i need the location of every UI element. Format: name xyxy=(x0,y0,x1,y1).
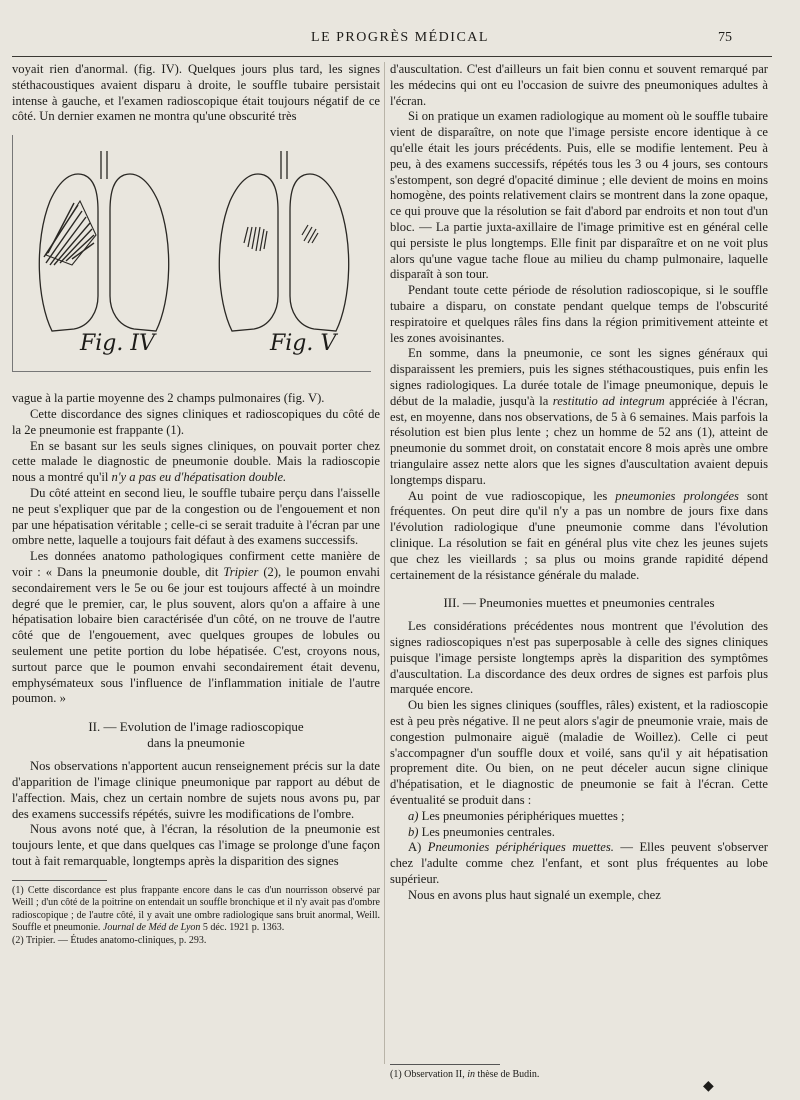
text-run: Les pneumonies périphériques muettes ; xyxy=(418,808,625,823)
ornament-mark: ◆ xyxy=(703,1079,714,1094)
text-run: sont fréquentes. On peut dire qu'il n'y a pas un nombre de jours fixe dans l'évolution radiologique d'une pneumonie comme dans l'évolution clinique. La résolution se fait en général plus vite chez les jeunes sujets que chez les vieillards ; sa plus ou moins grande rapidité dépend certainement de la résistance générale du malade. xyxy=(390,488,768,582)
fig5-lungs xyxy=(219,151,348,331)
paragraph: voyait rien d'anormal. (fig. IV). Quelques jours plus tard, les signes stéthacoustiques avaient disparu à droite, le souffle tubaire persistait intense à gauche, et l'examen radioscopique était toujours négatif de ce côté. Un dernier examen ne montra qu'une obscurité très xyxy=(12,62,380,124)
section-heading: III. — Pneumonies muettes et pneumonies centrales xyxy=(443,595,715,611)
text-run: ; d'un côté de la poitrine on entendait un souffle bronchique et il n'y avait pas d'ombre radioscopique ; de l'autre côté, il y avait une ombre radiologique sans bruit anormal, Weill. Souffle et pneumonie. xyxy=(12,897,380,934)
paragraph: d'auscultation. C'est d'ailleurs un fait bien connu et souvent remarqué par les médecins qui ont eu l'occasion de suivre des pneumoniques adultes à l'écran. xyxy=(390,62,768,108)
fig5-left-lung-outline xyxy=(219,174,278,331)
section-heading xyxy=(12,719,380,751)
paragraph: Du côté atteint en second lieu, le souffle tubaire perçu dans l'aisselle ne peut s'expliquer que par de la congestion ou de l'engouement et non par une hépatisation véritable ; celle-ci se serait traduite à l'écran par une ombre nette, laquelle a toujours fait défaut à des examens successifs. xyxy=(12,485,380,548)
fig5-right-lung-outline xyxy=(290,174,349,331)
author-name: (2) Tripier. xyxy=(12,934,56,946)
fig4-right-lung-outline xyxy=(110,174,169,331)
page-number: 75 xyxy=(718,30,732,45)
italic-text: n'y a pas eu d'hépatisation double. xyxy=(111,470,287,485)
paragraph: Nos observations n'apportent aucun renseignement précis sur la date d'apparition de l'image clinique pneumonique par rapport au début de l'affection. Mais, chez un certain nombre de sujets nous avons pu, par des examens successifs répétés, suivre les modifications de l'ombre. xyxy=(12,759,380,821)
italic-text: Tripier xyxy=(223,564,259,579)
text-run: (1) Cette discordance est plus frappante encore dans le cas d'un nourrisson observé par xyxy=(12,884,380,896)
text-run: Au point de vue radioscopique, les xyxy=(408,488,616,503)
paragraph: Pendant toute cette période de résolution radioscopique, si le souffle tubaire a disparu, on constate pendant quelque temps de l'obscurité respiratoire et quelques râles fins dans la région primitivement atteinte et les zones avoisinantes. xyxy=(390,283,768,345)
text-run: Les données anatomo pathologiques confirment cette manière de voir : « Dans la pneumonie double, dit xyxy=(12,549,380,579)
running-title: LE PROGRÈS MÉDICAL xyxy=(311,30,489,45)
paragraph xyxy=(390,489,768,584)
italic-text: pneumonies prolongées xyxy=(615,488,739,503)
fig4-lungs xyxy=(39,151,168,331)
italic-text: Pneumonies périphériques muettes. xyxy=(427,840,614,855)
list-item xyxy=(390,825,768,841)
paragraph: Ou bien les signes cliniques (souffles, râles) existent, et la radioscopie est à peu près négative. Il ne peut alors s'agir de pneumonie vraie, mais de congestion pulmonaire aiguë (maladie de Woillez). Celle ci peut s'accompagner d'un souffle doux et voilé, sans qu'il y ait hépatisation proprement dite. Ou bien, on ne peut déceler aucun signe clinique d'hépatisation, et le diagnostic de pneumonie se fait à l'écran. Cette éventualité se produit dans : xyxy=(390,698,768,808)
paragraph: Nous avons noté que, à l'écran, la résolution de la pneumonie est toujours lente, et que dans quelques cas l'image se prolonge d'une façon tout à fait remarquable, longtemps après la disparition des signes xyxy=(12,822,380,868)
list-label: a) xyxy=(408,808,419,823)
header-rule xyxy=(12,56,772,57)
footnote-1 xyxy=(12,885,380,935)
section-title-line2: dans la pneumonie xyxy=(147,735,245,751)
figure-4-caption: Fig. IV xyxy=(80,331,155,357)
paragraph: vague à la partie moyenne des 2 champs pulmonaires (fig. V). xyxy=(12,391,325,406)
footnote-rule xyxy=(12,880,107,881)
italic-text: restitutio ad integrum xyxy=(552,393,665,408)
text-run: 5 déc. 1921 p. 1363. xyxy=(200,922,285,934)
right-column xyxy=(390,62,768,904)
list-label: b) xyxy=(408,824,419,839)
page-header xyxy=(0,30,800,50)
paragraph xyxy=(390,840,768,887)
paragraph: Cette discordance des signes cliniques et radioscopiques du côté de la 2e pneumonie est frappante (1). xyxy=(12,406,380,437)
footnote-2 xyxy=(12,935,380,948)
paragraph: Nous en avons plus haut signalé un exemple, chez xyxy=(408,887,661,902)
text-run: (1) Observation II, xyxy=(390,1069,468,1080)
paragraph xyxy=(12,549,380,707)
column-divider xyxy=(384,62,385,1064)
text-run: — Études anatomo-cliniques, p. 293. xyxy=(55,934,207,946)
section-title-line1: II. — Evolution de l'image radioscopique xyxy=(88,719,304,735)
footnote-rule xyxy=(390,1064,500,1065)
text-run: — Elles peuvent s'observer chez l'adulte comme chez l'enfant, et sont plus fréquentes au lobe supérieur. xyxy=(390,840,769,887)
italic-text: in xyxy=(467,1069,475,1080)
paragraph xyxy=(390,346,768,488)
author-name: Weill xyxy=(12,897,34,909)
list-item xyxy=(390,809,768,825)
figures-block xyxy=(12,131,380,381)
text-run: En somme, dans la pneumonie, ce sont les signes généraux qui disparaissent les premiers, puis les signes stéthacoustiques, puis enfin les signes radiologiques. La durée totale de l'image pneumonique, depuis le début de la maladie, jusqu'à la xyxy=(390,346,768,408)
fig5-trachea xyxy=(281,151,287,179)
text-run: A) xyxy=(408,840,428,855)
journal-title: Journal de Méd de Lyon xyxy=(102,922,201,934)
fig5-hatching xyxy=(244,225,318,251)
paragraph xyxy=(12,439,380,486)
left-column xyxy=(12,62,380,947)
text-run: Les pneumonies centrales. xyxy=(418,824,555,839)
paragraph: Les considérations précédentes nous montrent que l'évolution des signes radioscopiques n'est pas superposable à celle des signes cliniques puisque l'image persiste longtemps après la disparition des symptômes d'auscultation. La discordance des deux ordres de signes est parfois plus marquée encore. xyxy=(390,619,768,697)
text-run: (2), le poumon envahi secondairement vers le 5e ou 6e jour est toujours affecté à un moindre degré que le premier, car, le plus souvent, alors qu'on a affaire à une hépatisation lobaire bien caractérisée d'un côté, on ne trouve de l'autre côté que de l'engouement, avec quelques groupes de lobules ou seulement une petite portion du lobe hépatisée. C'est, croyons nous, surtout parce que le poumon envahi secondairement était devenu, emphysémateux sous l'influence de l'inflammation initiale de l'autre poumon. » xyxy=(12,564,380,706)
text-run: appréciée à l'écran, est, en moyenne, dans nos observations, de 5 à 6 semaines. Mais parfois la résolution est bien plus lente ; chez un homme de 52 ans (1), atteint de pneumonie du sommet droit, on constatait encore 8 mois après une ombre triangulaire assez nette alors que les signes d'auscultation avaient depuis longtemps disparu. xyxy=(390,393,768,487)
text-run: thèse de Budin. xyxy=(474,1069,540,1080)
text-run: En se basant sur les seuls signes cliniques, on pouvait porter chez cette malade le diagnostic de pneumonie double. Mais la radioscopie nous a montré qu'il xyxy=(12,438,380,485)
paragraph: Si on pratique un examen radiologique au moment où le souffle tubaire vient de disparaître, on note que l'image persiste encore identique à ce qu'elle était les jours précédents. Puis, elle se modifie lentement. Peu à peu, à des examens successifs, répétés tous les 3 ou 4 jours, ses contours s'estompent, son degré d'opacité diminue ; elle devient de moins en moins homogène, des points relativement clairs se montrent dans la zone opaque, ce qui prouve que la résolution se fait d'abord par endroits et non tout d'un bloc. — La partie juxta-axillaire de l'image primitive est en général celle qui persiste le plus longtemps. Elle finit par disparaître et on ne voit plus alors qu'une vague tache floue au milieu du champ pulmonaire, laquelle disparaît à son tour. xyxy=(390,109,768,282)
figure-5-caption: Fig. V xyxy=(270,331,337,357)
fig4-trachea xyxy=(101,151,107,179)
fig4-hatching xyxy=(44,201,96,265)
